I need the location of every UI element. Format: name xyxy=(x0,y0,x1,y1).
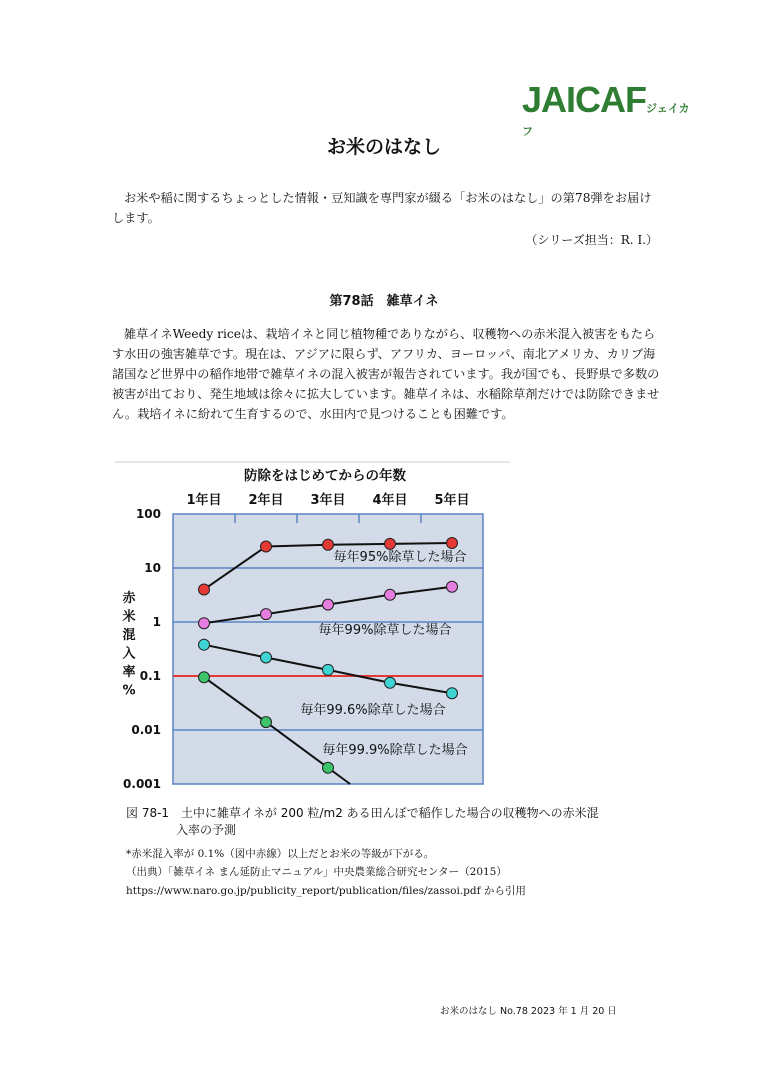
x-category-label: 4年目 xyxy=(372,493,408,508)
data-point xyxy=(323,664,334,675)
y-axis-label-char: 混 xyxy=(122,628,136,643)
data-point xyxy=(323,599,334,610)
y-axis-label-char: 赤 xyxy=(122,591,136,606)
logo-main-text: JAICAF xyxy=(522,79,647,120)
data-point xyxy=(447,581,458,592)
series-label: 毎年99%除草した場合 xyxy=(318,623,452,638)
data-point xyxy=(199,618,210,629)
data-point xyxy=(261,609,272,620)
data-point xyxy=(199,672,210,683)
data-point xyxy=(261,652,272,663)
caption-line-1: 図 78-1 土中に雑草イネが 200 粒/m2 ある田んぼで稲作した場合の収穫物への赤米混 xyxy=(126,806,599,820)
figure-caption xyxy=(126,805,666,839)
y-axis-label-char: % xyxy=(122,683,136,699)
y-axis-label-char: 米 xyxy=(122,609,136,625)
y-tick-label: 100 xyxy=(135,507,161,521)
data-point xyxy=(261,541,272,552)
data-point xyxy=(447,688,458,699)
y-tick-label: 0.01 xyxy=(131,723,161,737)
series-label: 毎年99.6%除草した場合 xyxy=(300,703,446,718)
intro-paragraph: お米や稲に関するちょっとした情報・豆知識を専門家が綴る「お米のはなし」の第78弾をお届けします。 xyxy=(112,191,652,225)
x-category-label: 3年目 xyxy=(310,493,346,508)
data-point xyxy=(199,584,210,595)
article-title: 第78話 雑草イネ xyxy=(329,294,439,309)
series-label: 毎年95%除草した場合 xyxy=(333,550,467,565)
page-footer: お米のはなし No.78 2023 年 1 月 20 日 xyxy=(440,1006,617,1017)
series-label: 毎年99.9%除草した場合 xyxy=(322,743,468,758)
y-tick-label: 0.001 xyxy=(123,777,161,791)
y-tick-label: 0.1 xyxy=(139,669,161,683)
data-point xyxy=(385,589,396,600)
note-threshold: *赤米混入率が 0.1%（図中赤線）以上だとお米の等級が下がる。 xyxy=(126,848,435,860)
y-axis-label-char: 率 xyxy=(122,665,136,680)
data-point xyxy=(385,538,396,549)
y-axis-label-char: 入 xyxy=(122,646,136,662)
data-point xyxy=(261,717,272,728)
article-body: 雑草イネWeedy riceは、栽培イネと同じ植物種でありながら、収穫物への赤米混入被害をもたらす水田の強害雑草です。現在は、アジアに限らず、アフリカ、ヨーロッパ、南北アメリカ、カリブ海諸国など世界中の稲作地帯で雑草イネの混入被害が報告されています。我が国でも、長野県で多数の被害が出ており、発生地域は徐々に拡大しています。雑草イネは、水稲除草剤だけでは防除できません。栽培イネに紛れて生育するので、水田内で見つけることも困難です。 xyxy=(112,327,660,421)
note-source: （出典）「雑草イネ まん延防止マニュアル」中央農業総合研究センター（2015） xyxy=(126,866,507,878)
x-category-label: 2年目 xyxy=(248,493,284,508)
data-point xyxy=(447,538,458,549)
caption-line-2: 入率の予測 xyxy=(176,823,237,837)
data-point xyxy=(385,677,396,688)
logo-sub-text: ジェイカフ xyxy=(522,102,690,138)
red-rice-chart xyxy=(115,460,515,795)
page-title: お米のはなし xyxy=(326,136,441,158)
data-point xyxy=(323,762,334,773)
y-tick-label: 1 xyxy=(152,615,161,629)
series-author: （シリーズ担当：R. I.） xyxy=(525,233,658,247)
note-url: https://www.naro.go.jp/publicity_report/publication/files/zassoi.pdf から引用 xyxy=(126,885,526,897)
data-point xyxy=(199,639,210,650)
x-category-label: 5年目 xyxy=(434,493,470,508)
data-point xyxy=(323,539,334,550)
chart-title: 防除をはじめてからの年数 xyxy=(244,468,406,484)
y-tick-label: 10 xyxy=(144,561,161,575)
jaicaf-logo xyxy=(522,79,692,138)
x-category-label: 1年目 xyxy=(186,493,222,508)
